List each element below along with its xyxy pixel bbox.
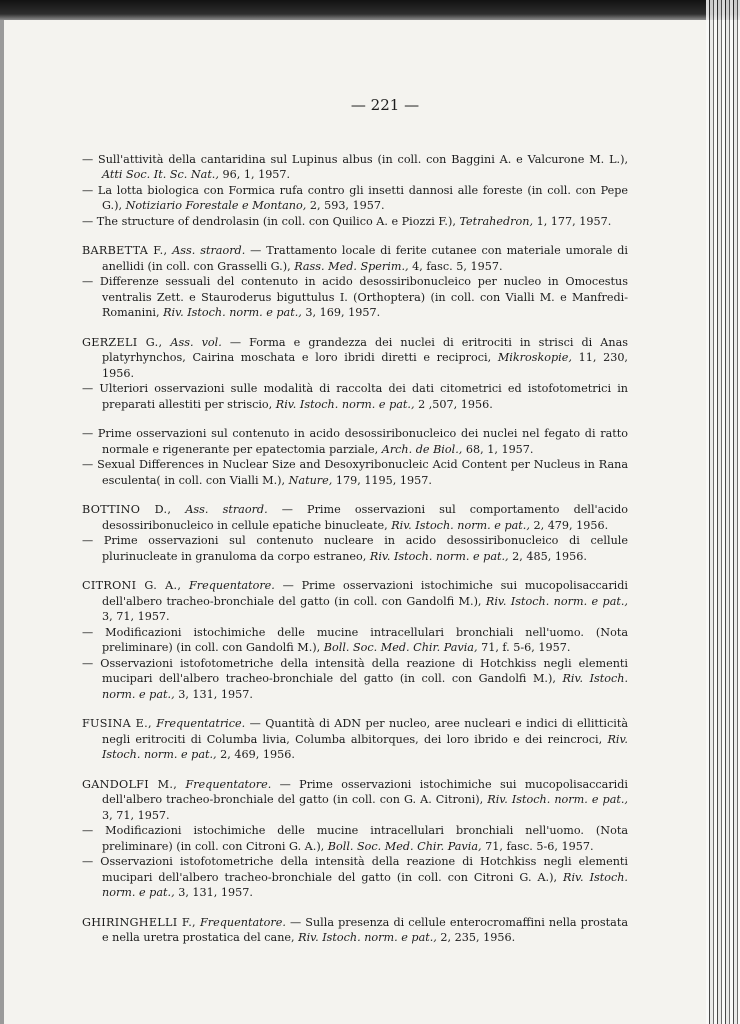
- entry-text: — Prime osservazioni istochimiche sui mucopolisaccaridi dell'albero tracheo-bronchiale del gatto (in coll. con G. A. Citroni),: [102, 777, 628, 806]
- bibliography-entry: [82, 777, 628, 824]
- citation-details: 2, 469, 1956.: [216, 748, 295, 761]
- journal-name: Riv. Istoch. norm. e pat.,: [102, 672, 628, 701]
- citation-details: 2 ,507, 1956.: [414, 397, 493, 411]
- bibliography-entry: [82, 625, 628, 656]
- citation-details: 3, 71, 1957.: [102, 610, 170, 623]
- bibliography-entry: [82, 381, 628, 412]
- journal-name: Rass. Med. Sperim.,: [294, 259, 409, 273]
- scan-top-border: [0, 0, 740, 20]
- bibliography-entry: [82, 152, 628, 183]
- journal-name: Boll. Soc. Med. Chir. Pavia,: [327, 839, 482, 853]
- citation-details: 179, 1195, 1957.: [332, 473, 432, 487]
- author-group: [82, 152, 628, 230]
- citation-details: 4, fasc. 5, 1957.: [408, 259, 503, 273]
- author-name: CITRONI G. A.,: [82, 579, 182, 592]
- bibliography-entry: [82, 656, 628, 703]
- bibliography-entry: [82, 854, 628, 901]
- bibliography-entry: [82, 183, 628, 214]
- journal-name: Riv. Istoch. norm. e pat.,: [102, 732, 628, 761]
- scan-left-border: [0, 20, 4, 1024]
- page-number: — 221 —: [350, 96, 420, 114]
- author-name: GHIRINGHELLI F.,: [82, 915, 196, 929]
- scan-binding-edge: [706, 0, 740, 1024]
- citation-details: 71, f. 5-6, 1957.: [477, 641, 571, 654]
- entry-text: — Trattamento locale di ferite cutanee con materiale umorale di anellidi (in coll. con Grasselli G.),: [102, 244, 629, 273]
- entry-text: — Ulteriori osservazioni sulle modalità di raccolta dei dati citometrici ed istofotometrici in preparati allestiti per striscio,: [82, 382, 628, 411]
- author-group: [82, 777, 628, 901]
- journal-name: Tetrahedron,: [459, 214, 534, 228]
- citation-details: 3, 71, 1957.: [102, 808, 170, 822]
- author-name: BARBETTA F.,: [82, 244, 168, 257]
- entry-text: — Prime osservazioni istochimiche sui mucopolisaccaridi dell'albero tracheo-bronchiale del gatto (in coll. con Gandolfi M.),: [102, 579, 628, 608]
- citation-details: 3, 169, 1957.: [301, 306, 381, 319]
- entry-text: — Osservazioni istofotometriche della intensità della reazione di Hotchkiss negli elementi mucipari dell'albero tracheo-bronchiale del gatto (in coll. con Citroni G. A.),: [82, 855, 628, 884]
- author-role: Ass. vol.: [170, 335, 222, 349]
- entry-text: — Prime osservazioni sul contenuto in acido desossiribonucleico dei nuclei nel fegato di ratto normale e rigenerante per epatectomia parziale,: [82, 427, 628, 456]
- journal-name: Riv. Istoch. norm. e pat.,: [298, 931, 437, 944]
- entry-text: — La lotta biologica con Formica rufa contro gli insetti dannosi alle foreste (in coll. con Pepe G.),: [82, 183, 628, 212]
- author-group: [82, 502, 628, 564]
- entry-text: — Osservazioni istofotometriche della intensità della reazione di Hotchkiss negli elementi mucipari dell'albero tracheo-bronchiale del gatto (in coll. con Gandolfi M.),: [82, 656, 628, 685]
- bibliography-entry: [82, 578, 628, 625]
- bibliography-list: [82, 152, 628, 946]
- author-role: Ass. straord.: [185, 503, 268, 516]
- citation-details: 2, 235, 1956.: [436, 931, 516, 944]
- journal-name: Riv. Istoch. norm. e pat.,: [275, 397, 415, 411]
- bibliography-entry: [82, 457, 628, 488]
- author-role: Ass. straord.: [172, 244, 246, 257]
- journal-name: Riv. Istoch. norm. e pat.,: [487, 793, 628, 806]
- entry-text: — Differenze sessuali del contenuto in acido desossiribonucleico per nucleo in Omocestus ventralis Zett. e Stauroderus biguttulus I. (Orthoptera) (in coll. con Vialli M. e Manfredi-Romanini,: [82, 275, 628, 319]
- entry-text: — Sexual Differences in Nuclear Size and Desoxyribonucleic Acid Content per Nucleus in Rana esculenta( in coll. con Vialli M.),: [82, 458, 628, 487]
- bibliography-entry: [82, 502, 628, 533]
- bibliography-entry: [82, 274, 628, 321]
- citation-details: 3, 131, 1957.: [174, 687, 253, 701]
- journal-name: Arch. de Biol.,: [381, 442, 463, 456]
- citation-details: 2, 593, 1957.: [306, 199, 385, 212]
- author-group: [82, 915, 628, 946]
- author-group: [82, 426, 628, 488]
- entry-text: — Prime osservazioni sul comportamento dell'acido desossiribonucleico in cellule epatiche binucleate,: [102, 503, 629, 532]
- citation-details: 96, 1, 1957.: [218, 168, 291, 181]
- citation-details: 1, 177, 1957.: [533, 214, 612, 228]
- author-name: FUSINA E.,: [82, 717, 152, 730]
- entry-text: — Quantità di ADN per nucleo, aree nucleari e indici di ellitticità negli eritrociti di Columba livia, Columba albitorques, dei loro ibrido e dei reincroci,: [102, 717, 628, 746]
- journal-name: Boll. Soc. Med. Chir. Pavia,: [323, 641, 478, 654]
- author-name: BOTTINO D.,: [82, 503, 172, 516]
- journal-name: Riv. Istoch. norm. e pat.,: [391, 518, 530, 532]
- author-group: [82, 335, 628, 413]
- bibliography-entry: [82, 426, 628, 457]
- author-name: GANDOLFI M.,: [82, 777, 178, 791]
- journal-name: Notiziario Forestale e Montano,: [125, 199, 307, 212]
- author-group: [82, 716, 628, 763]
- citation-details: 11, 230, 1956.: [102, 351, 628, 380]
- bibliography-entry: [82, 823, 628, 854]
- entry-text: — Modificazioni istochimiche delle mucine intracellulari bronchiali nell'uomo. (Nota preliminare) (in coll. con Citroni G. A.),: [82, 824, 628, 853]
- journal-name: Nature,: [288, 473, 333, 487]
- entry-text: — Sulla presenza di cellule enterocromaffini nella prostata e nella uretra prostatica del cane,: [102, 915, 628, 944]
- document-page: [82, 98, 628, 960]
- journal-name: Mikroskopie,: [497, 351, 572, 364]
- bibliography-entry: [82, 243, 628, 274]
- bibliography-entry: [82, 716, 628, 763]
- citation-details: 3, 131, 1957.: [174, 886, 253, 899]
- entry-text: — The structure of dendrolasin (in coll. con Quilico A. e Piozzi F.),: [82, 214, 460, 228]
- journal-name: Atti Soc. It. Sc. Nat.,: [102, 168, 219, 181]
- author-group: [82, 243, 628, 321]
- bibliography-entry: [82, 214, 628, 230]
- journal-name: Riv. Istoch. norm. e pat.,: [485, 594, 628, 608]
- author-role: Frequentatore.: [200, 915, 286, 929]
- entry-text: — Forma e grandezza dei nuclei di eritrociti in strisci di Anas platyrhynchos, Cairina moschata e loro ibridi diretti e reciproci,: [102, 335, 628, 364]
- entry-text: — Prime osservazioni sul contenuto nucleare in acido desossiribonucleico di cellule plurinucleate in granuloma da corpo estraneo,: [82, 534, 628, 563]
- bibliography-entry: [82, 915, 628, 946]
- author-role: Frequentatore.: [189, 579, 275, 592]
- journal-name: Riv. Istoch. norm. e pat.,: [163, 306, 302, 319]
- entry-text: — Modificazioni istochimiche delle mucine intracellulari bronchiali nell'uomo. (Nota preliminare) (in coll. con Gandolfi M.),: [82, 625, 628, 654]
- citation-details: 2, 479, 1956.: [529, 518, 609, 532]
- entry-text: — Sull'attività della cantaridina sul Lupinus albus (in coll. con Baggini A. e Valcurone M. L.),: [82, 152, 628, 166]
- author-role: Frequentatore.: [185, 777, 272, 791]
- journal-name: Riv. Istoch. norm. e pat.,: [369, 549, 509, 563]
- citation-details: 68, 1, 1957.: [462, 442, 534, 456]
- bibliography-entry: [82, 335, 628, 382]
- bibliography-entry: [82, 533, 628, 564]
- author-role: Frequentatrice.: [156, 717, 246, 730]
- author-group: [82, 578, 628, 702]
- citation-details: 71, fasc. 5-6, 1957.: [481, 839, 594, 853]
- citation-details: 2, 485, 1956.: [508, 549, 587, 563]
- journal-name: Riv. Istoch. norm. e pat.,: [102, 870, 628, 899]
- author-name: GERZELI G.,: [82, 335, 163, 349]
